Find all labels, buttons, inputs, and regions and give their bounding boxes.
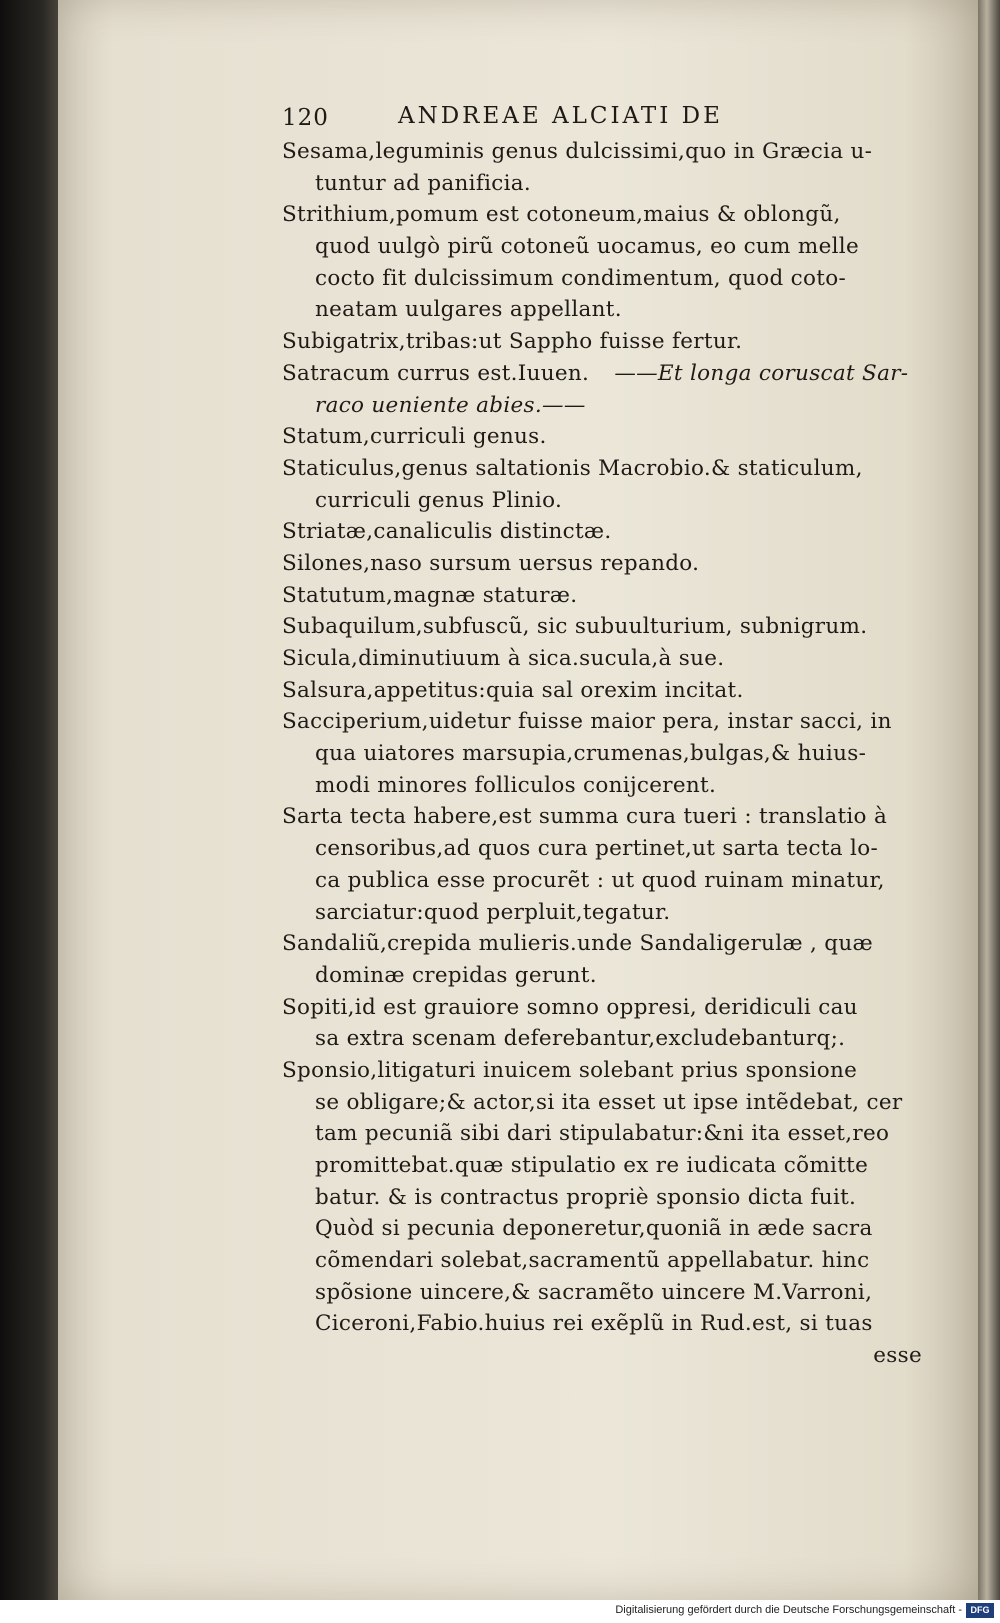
- catchword: esse: [873, 1343, 922, 1369]
- text-line: Sicula,diminutiuum à sica.sucula,à sue.: [282, 646, 725, 671]
- text-line: curriculi genus Plinio.: [315, 487, 563, 513]
- text-line: sa extra scenam deferebantur,excludebanturq;.: [315, 1026, 846, 1052]
- book-spine-shadow: [0, 0, 60, 1600]
- line-roman: Satracum currus est.Iuuen.: [282, 360, 590, 386]
- text-line: Strithium,pomum est cotoneum,maius & oblongũ,: [282, 202, 841, 228]
- text-line: se obligare;& actor,si ita esset ut ipse intẽdebat, cer: [315, 1089, 903, 1115]
- digitization-footer: [0, 1600, 1000, 1623]
- text-line: spõsione uincere,& sacramẽto uincere M.Varroni,: [315, 1279, 873, 1305]
- page-text: [282, 103, 952, 1372]
- verse-quote: ——Et longa coruscat Sar-: [614, 360, 909, 386]
- text-line: Statutum,magnæ staturæ.: [282, 582, 578, 608]
- text-line: cõmendari solebat,sacramentũ appellabatur. hinc: [315, 1248, 870, 1274]
- running-header: [282, 103, 952, 136]
- text-line: Sopiti,id est grauiore somno oppresi, deridiculi cau: [282, 994, 858, 1020]
- text-line: cocto fit dulcissimum condimentum, quod coto-: [315, 265, 847, 291]
- text-line: qua uiatores marsupia,crumenas,bulgas,& huius-: [315, 741, 867, 767]
- text-line: censoribus,ad quos cura pertinet,ut sarta tecta lo-: [315, 836, 879, 862]
- text-line: [282, 358, 952, 390]
- text-line: dominæ crepidas gerunt.: [315, 962, 597, 988]
- text-line: ca publica esse procurẽt : ut quod ruinam minatur,: [315, 867, 885, 893]
- funding-notice: Digitalisierung gefördert durch die Deutsche Forschungsgemeinschaft -: [615, 1604, 962, 1616]
- dfg-logo: DFG: [966, 1603, 994, 1618]
- text-line: Sacciperium,uidetur fuisse maior pera, instar sacci, in: [282, 709, 892, 735]
- text-line: quod uulgò pirũ cotoneũ uocamus, eo cum melle: [315, 234, 859, 260]
- text-line: Staticulus,genus saltationis Macrobio.& staticulum,: [282, 455, 863, 481]
- page-number: 120: [282, 105, 329, 131]
- text-line: Subigatrix,tribas:ut Sappho fuisse fertur.: [282, 329, 743, 355]
- verse-quote-continued: raco ueniente abies.——: [315, 392, 586, 418]
- text-line: Silones,naso sursum uersus repando.: [282, 550, 700, 576]
- page-edge: [978, 0, 1000, 1600]
- text-line: Ciceroni,Fabio.huius rei exẽplũ in Rud.est, si tuas: [315, 1311, 873, 1337]
- text-line: Quòd si pecunia deponeretur,quoniã in æde sacra: [315, 1216, 873, 1242]
- text-line: modi minores folliculos conijcerent.: [315, 772, 717, 798]
- text-line: tam pecuniã sibi dari stipulabatur:&ni ita esset,reo: [315, 1121, 890, 1147]
- text-line: Sesama,leguminis genus dulcissimi,quo in Græcia u-: [282, 139, 873, 164]
- text-line: Sandaliũ,crepida mulieris.unde Sandaligerulæ , quæ: [282, 931, 873, 957]
- text-line: Subaquilum,subfuscũ, sic subuulturium, subnigrum.: [282, 614, 868, 640]
- running-title: ANDREAE ALCIATI DE: [398, 103, 723, 129]
- text-line: tuntur ad panificia.: [315, 170, 532, 196]
- text-line: promittebat.quæ stipulatio ex re iudicata cõmitte: [315, 1153, 869, 1178]
- text-line: Statum,curriculi genus.: [282, 424, 547, 450]
- text-line: sarciatur:quod perpluit,tegatur.: [315, 899, 671, 925]
- text-line: Striatæ,canaliculis distinctæ.: [282, 519, 612, 545]
- text-line: Salsura,appetitus:quia sal orexim incitat.: [282, 677, 744, 703]
- text-line: neatam uulgares appellant.: [315, 297, 622, 323]
- text-line: Sarta tecta habere,est summa cura tueri : translatio à: [282, 804, 888, 830]
- text-line: batur. & is contractus propriè sponsio dicta fuit.: [315, 1184, 857, 1210]
- text-line: Sponsio,litigaturi inuicem solebant prius sponsione: [282, 1057, 858, 1083]
